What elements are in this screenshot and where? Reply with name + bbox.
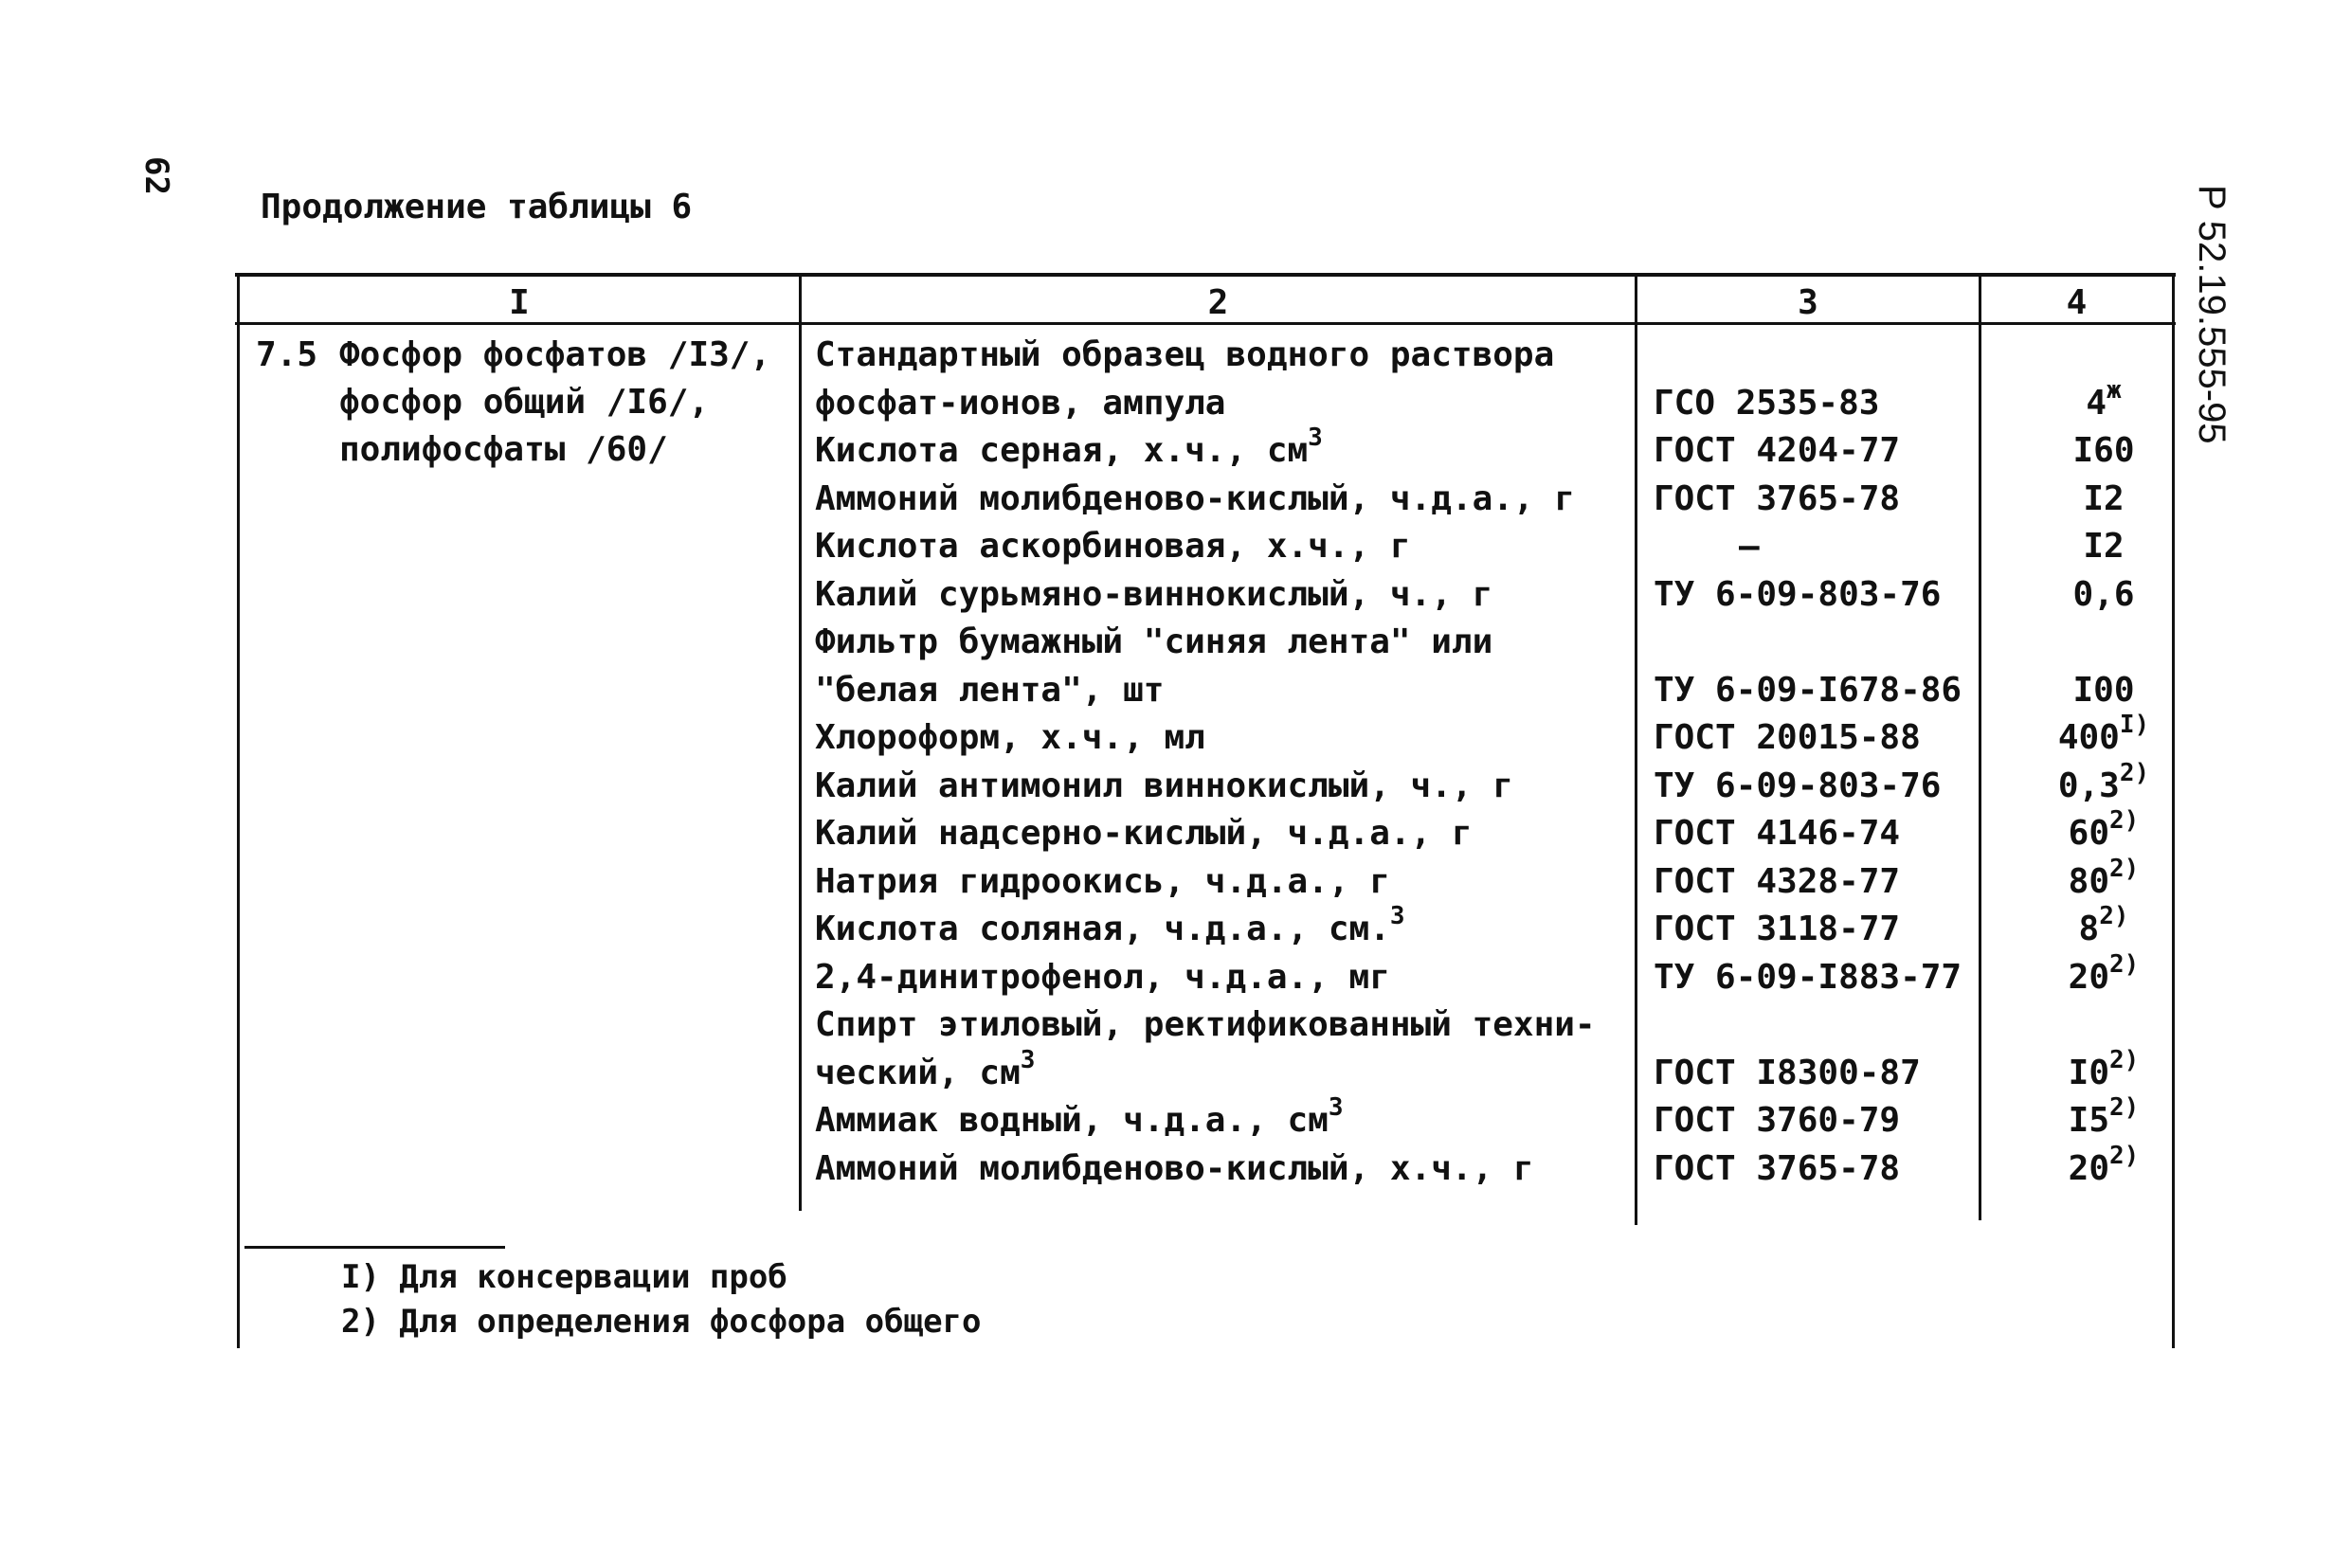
row-name xyxy=(815,1145,1630,1193)
row-quantity xyxy=(2033,902,2175,953)
row-name xyxy=(815,714,1630,762)
row-name-text: ческий, см xyxy=(815,1054,1021,1092)
row-name-text: Аммоний молибденово-кислый, х.ч., г xyxy=(815,1149,1534,1188)
row-quantity xyxy=(2033,759,2175,810)
row-name-text: Калий сурьмяно-виннокислый, ч., г xyxy=(815,575,1493,614)
row-quantity xyxy=(2033,667,2175,714)
row-quantity xyxy=(2033,523,2175,570)
header-col-2: 2 xyxy=(1207,283,1229,322)
footnote-mark: I) xyxy=(2119,711,2150,739)
row-name-text: Кислота серная, х.ч., см xyxy=(815,431,1309,470)
row-quantity-value: I2 xyxy=(2083,527,2125,566)
row-quantity xyxy=(2033,1093,2175,1144)
row-quantity xyxy=(2033,1046,2175,1097)
row-quantity-value: 400 xyxy=(2057,718,2120,757)
table-top-border xyxy=(235,273,2176,277)
footnote-1: I) Для консервации проб xyxy=(341,1258,787,1296)
row-standard: ГОСТ 4328-77 xyxy=(1654,862,1901,901)
row-quantity xyxy=(2033,376,2175,427)
section-number: 7.5 xyxy=(256,335,318,374)
row-standard: ГСО 2535-83 xyxy=(1654,384,1880,423)
row-quantity-value: I5 xyxy=(2068,1101,2110,1140)
row-standard: ТУ 6-09-803-76 xyxy=(1654,766,1942,805)
row-quantity xyxy=(2033,427,2175,475)
row-name xyxy=(815,667,1630,714)
row-quantity-value: 4 xyxy=(2086,384,2107,423)
row-name xyxy=(815,476,1630,523)
row-quantity-value: I2 xyxy=(2083,479,2125,518)
row-quantity-value: 0,6 xyxy=(2072,575,2135,614)
row-quantity xyxy=(2033,806,2175,857)
row-quantity-value: I0 xyxy=(2068,1054,2110,1092)
row-name xyxy=(815,332,1630,379)
row-quantity-value: 20 xyxy=(2068,1149,2110,1188)
row-name xyxy=(815,523,1630,570)
header-col-1: I xyxy=(509,283,530,322)
section-line-1: Фосфор фосфатов /I3/, xyxy=(339,335,771,374)
row-standard: ГОСТ 3765-78 xyxy=(1654,479,1901,518)
row-quantity xyxy=(2033,476,2175,523)
table-caption: Продолжение таблицы 6 xyxy=(261,188,693,226)
row-standard: ТУ 6-09-I883-77 xyxy=(1654,958,1962,997)
row-name-text: Кислота соляная, ч.д.а., см. xyxy=(815,910,1390,948)
row-standard: ГОСТ I8300-87 xyxy=(1654,1054,1921,1092)
row-name xyxy=(815,1046,1630,1097)
row-name xyxy=(815,1001,1630,1049)
row-name xyxy=(815,810,1630,857)
row-name-text: Кислота аскорбиновая, х.ч., г xyxy=(815,527,1411,566)
column-divider-1 xyxy=(799,273,802,1211)
unit-superscript: 3 xyxy=(1020,1046,1036,1074)
footnote-mark: 2) xyxy=(2099,902,2129,930)
footnote-mark: 2) xyxy=(2109,1142,2140,1170)
footnote-mark: 2) xyxy=(2109,1093,2140,1122)
row-quantity xyxy=(2033,711,2175,762)
row-name xyxy=(815,858,1630,906)
row-name xyxy=(815,424,1630,475)
row-standard: ГОСТ 4146-74 xyxy=(1654,814,1901,853)
row-name xyxy=(815,954,1630,1001)
row-name-text: Калий надсерно-кислый, ч.д.а., г xyxy=(815,814,1473,853)
row-name xyxy=(815,1093,1630,1144)
footnote-mark: ж xyxy=(2107,376,2122,405)
footnote-mark: 2) xyxy=(2109,855,2140,883)
row-quantity xyxy=(2033,1142,2175,1193)
row-standard: ГОСТ 3765-78 xyxy=(1654,1149,1901,1188)
row-name-text: Спирт этиловый, ректификованный техни- xyxy=(815,1005,1596,1044)
row-name-text: Фильтр бумажный "синяя лента" или xyxy=(815,622,1493,661)
section-line-2: фосфор общий /I6/, xyxy=(339,383,710,422)
row-standard: ГОСТ 4204-77 xyxy=(1654,431,1901,470)
row-name xyxy=(815,380,1630,427)
footnote-mark: 2) xyxy=(2109,1046,2140,1074)
row-name xyxy=(815,571,1630,619)
row-standard: ГОСТ 3118-77 xyxy=(1654,910,1901,948)
row-name-text: "белая лента", шт xyxy=(815,671,1165,710)
header-col-4: 4 xyxy=(2066,283,2088,322)
row-quantity xyxy=(2033,950,2175,1001)
row-name xyxy=(815,619,1630,666)
row-quantity-value: I60 xyxy=(2072,431,2135,470)
unit-superscript: 3 xyxy=(1308,424,1323,452)
row-quantity-value: 8 xyxy=(2078,910,2100,948)
column-divider-3 xyxy=(1979,273,1981,1220)
row-name xyxy=(815,763,1630,810)
row-quantity xyxy=(2033,571,2175,619)
row-quantity-value: 80 xyxy=(2068,862,2110,901)
row-name xyxy=(815,902,1630,953)
row-quantity xyxy=(2033,855,2175,906)
row-standard: ТУ 6-09-I678-86 xyxy=(1654,671,1962,710)
footnote-mark: 2) xyxy=(2109,806,2140,835)
row-standard: ТУ 6-09-803-76 xyxy=(1654,575,1942,614)
section-line-3: полифосфаты /60/ xyxy=(339,430,668,469)
row-name-text: Стандартный образец водного раствора xyxy=(815,335,1555,374)
footnote-2: 2) Для определения фосфора общего xyxy=(341,1303,982,1341)
footnote-separator xyxy=(244,1246,505,1249)
unit-superscript: 3 xyxy=(1328,1093,1344,1122)
footnote-mark: 2) xyxy=(2109,950,2140,979)
row-name-text: 2,4-динитрофенол, ч.д.а., мг xyxy=(815,958,1390,997)
column-divider-2 xyxy=(1635,273,1637,1225)
page-number: 62 xyxy=(137,156,175,195)
header-col-3: 3 xyxy=(1798,283,1818,322)
table-left-border xyxy=(237,273,240,1348)
row-name-text: Калий антимонил виннокислый, ч., г xyxy=(815,766,1513,805)
row-name-text: фосфат-ионов, ампула xyxy=(815,384,1226,423)
row-standard: ГОСТ 20015-88 xyxy=(1654,718,1921,757)
row-quantity-value: 20 xyxy=(2068,958,2110,997)
row-standard: ГОСТ 3760-79 xyxy=(1654,1101,1901,1140)
unit-superscript: 3 xyxy=(1389,902,1405,930)
row-name-text: Натрия гидроокись, ч.д.а., г xyxy=(815,862,1390,901)
row-name-text: Аммиак водный, ч.д.а., см xyxy=(815,1101,1329,1140)
row-quantity-value: I00 xyxy=(2072,671,2135,710)
row-quantity-value: 60 xyxy=(2068,814,2110,853)
footnote-mark: 2) xyxy=(2119,759,2150,787)
row-name-text: Хлороформ, х.ч., мл xyxy=(815,718,1205,757)
row-name-text: Аммоний молибденово-кислый, ч.д.а., г xyxy=(815,479,1575,518)
row-standard: — xyxy=(1739,527,1760,566)
row-quantity-value: 0,3 xyxy=(2057,766,2120,805)
document-code: Р 52.19.555-95 xyxy=(2191,185,2233,444)
